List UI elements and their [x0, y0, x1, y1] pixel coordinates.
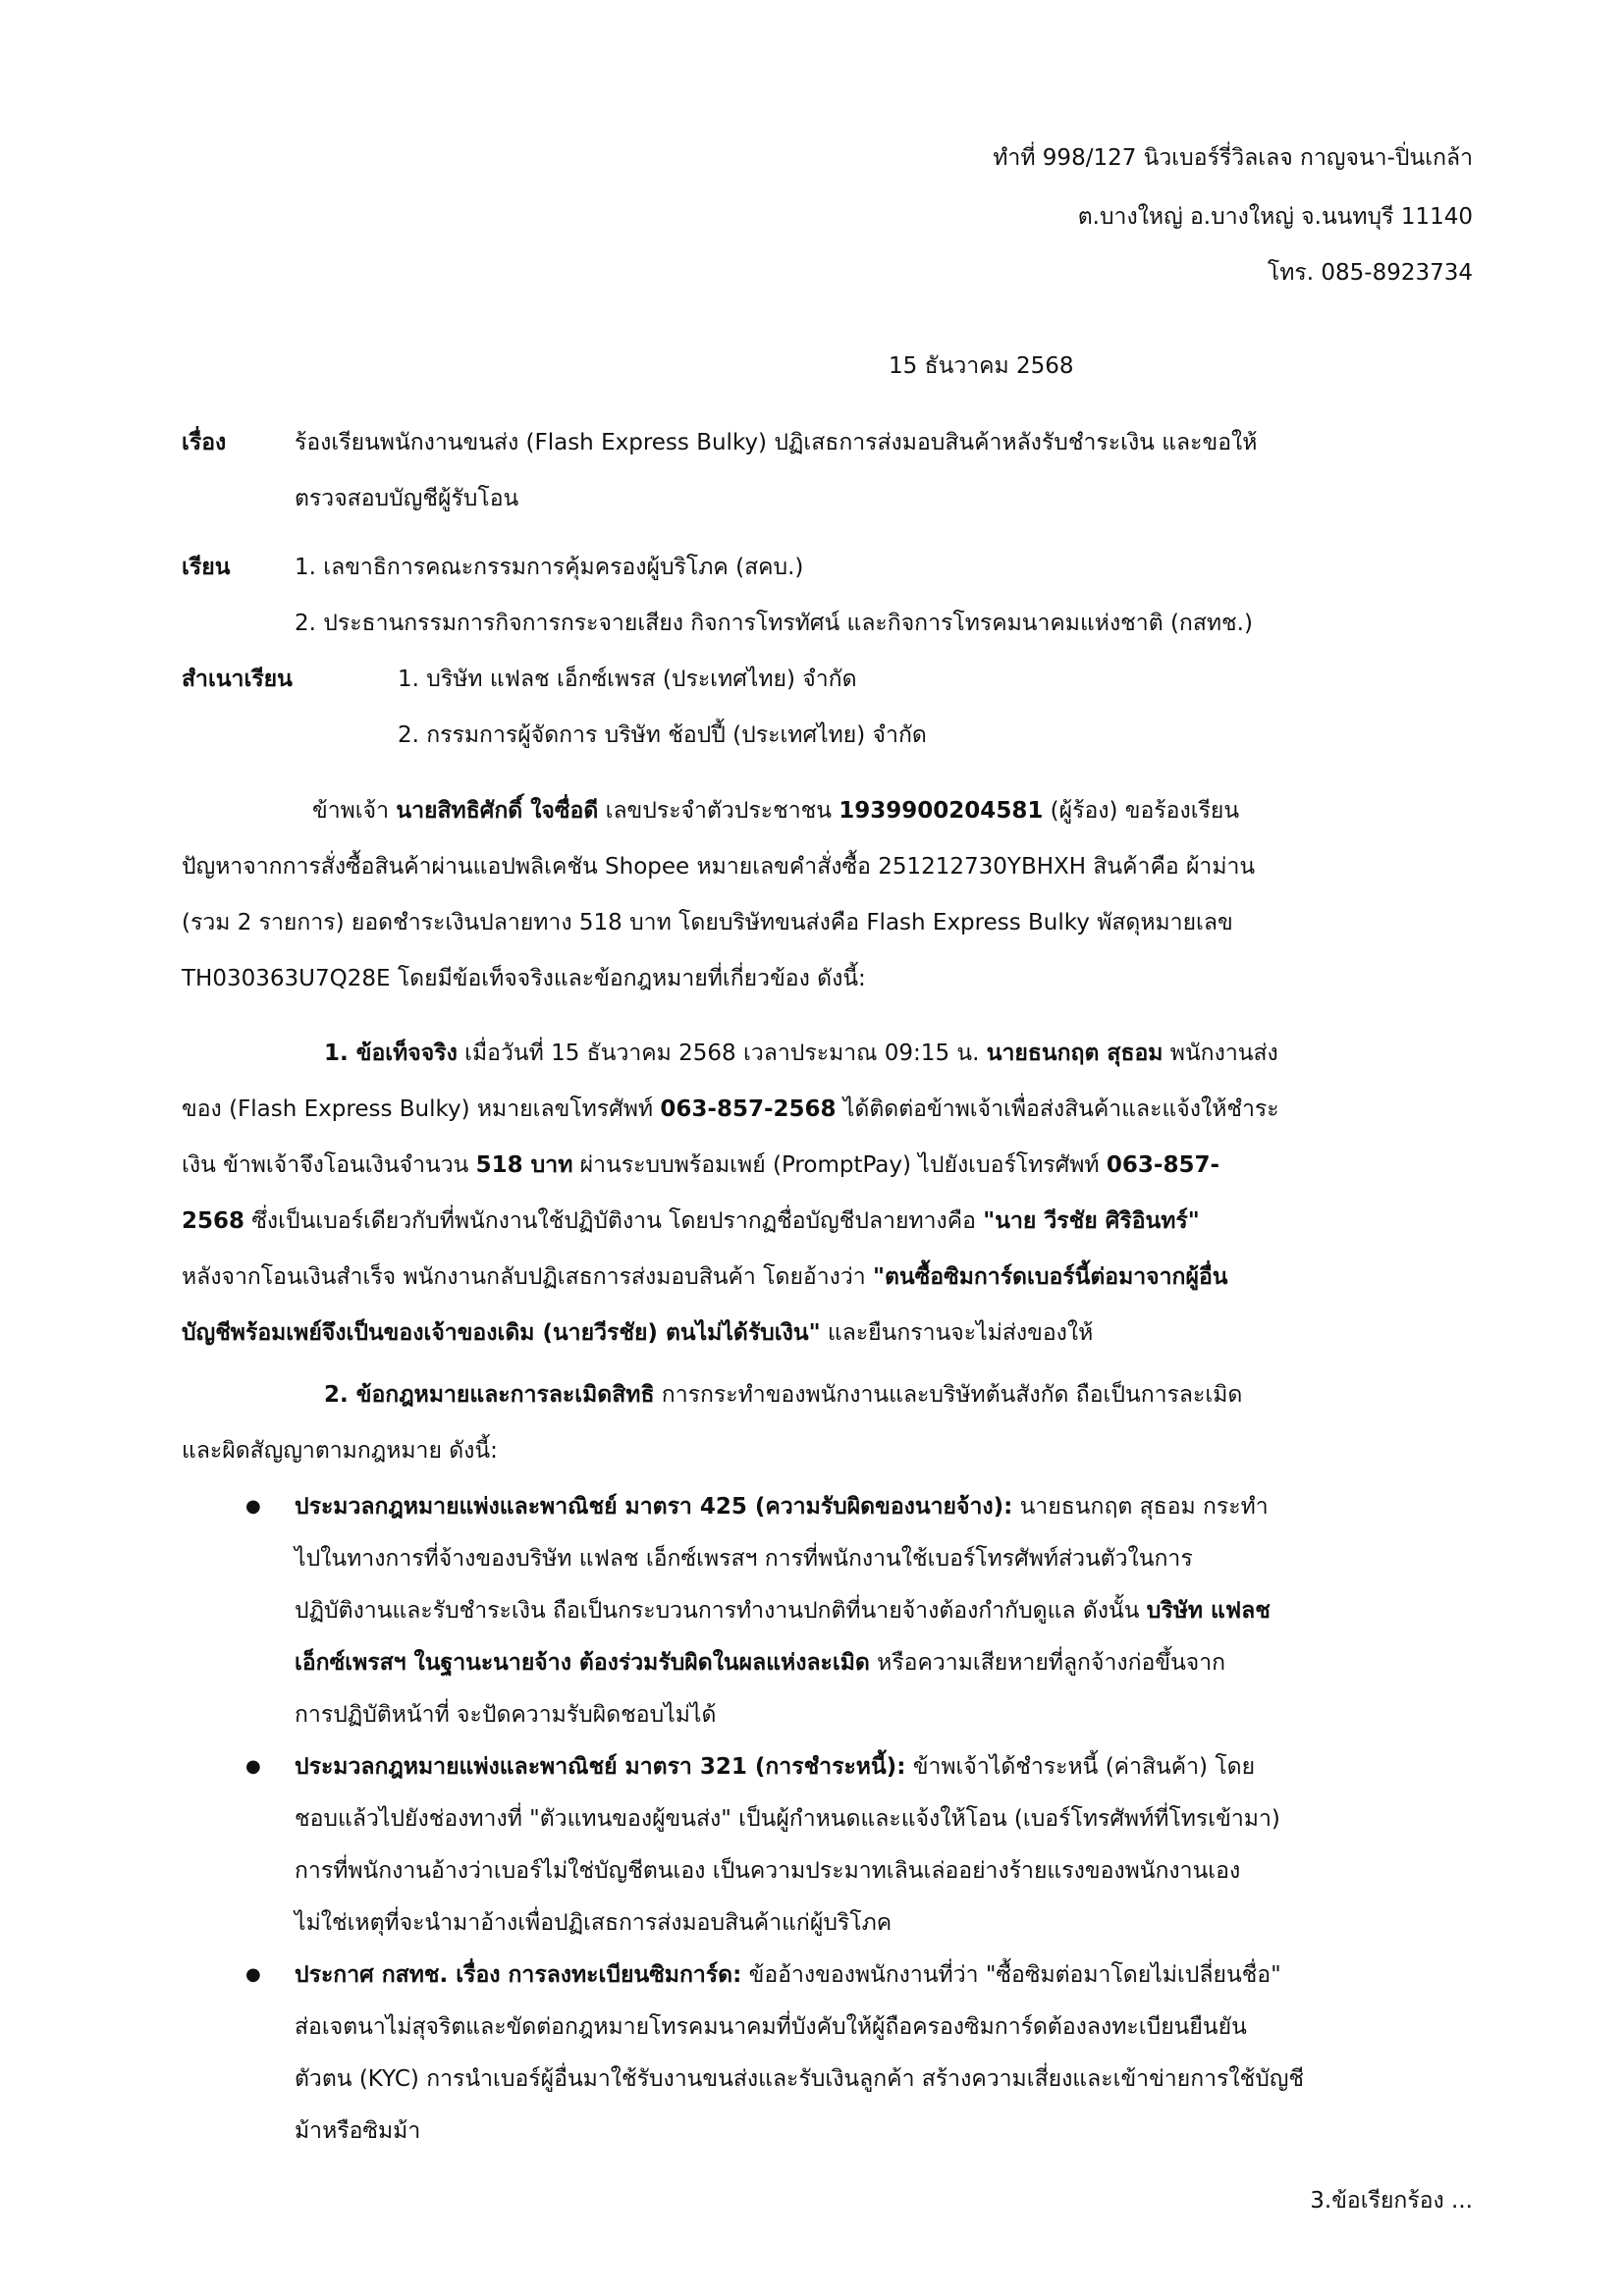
- courier-claim: "ตนซื้อซิมการ์ดเบอร์นี้ต่อมาจากผู้อื่น: [873, 1264, 1228, 1290]
- courier-name: นายธนกฤต สุธอม: [986, 1041, 1164, 1066]
- facts-text: ของ (Flash Express Bulky) หมายเลขโทรศัพท์: [182, 1096, 661, 1122]
- intro-text: เลขประจำตัวประชาชน: [598, 798, 839, 824]
- intro-line-1: [312, 791, 1239, 830]
- law-emphasis: เอ็กซ์เพรสฯ ในฐานะนายจ้าง ต้องร่วมรับผิดในผลแห่งละเมิด: [295, 1650, 870, 1676]
- law-text: ข้ออ้างของพนักงานที่ว่า "ซื้อซิมต่อมาโดยไม่เปลี่ยนชื่อ": [741, 1962, 1281, 1988]
- bullet-1-line-2: ไปในทางการที่จ้างของบริษัท แฟลช เอ็กซ์เพรสฯ การที่พนักงานใช้เบอร์โทรศัพท์ส่วนตัวในการ: [295, 1546, 1193, 1572]
- law-text: การกระทำของพนักงานและบริษัทต้นสังกัด ถือเป็นการละเมิด: [654, 1382, 1243, 1408]
- law-heading: 2. ข้อกฎหมายและการละเมิดสิทธิ: [324, 1382, 655, 1408]
- promptpay-phone: 063-857-: [1106, 1152, 1220, 1178]
- bullet-3-line-4: ม้าหรือซิมม้า: [295, 2118, 421, 2144]
- facts-line-5: [182, 1257, 1228, 1297]
- bullet-1-line-3: [295, 1591, 1271, 1630]
- sender-phone: โทร. 085-8923734: [1267, 260, 1473, 286]
- complainant-name: นายสิทธิศักดิ์ ใจซื่อดี: [396, 798, 599, 824]
- law-text: ปฏิบัติงานและรับชำระเงิน ถือเป็นกระบวนการทำงานปกติที่นายจ้างต้องกำกับดูแล ดังนั้น: [295, 1598, 1147, 1624]
- facts-line-4: [182, 1201, 1200, 1241]
- law-citation: ประกาศ กสทช. เรื่อง การลงทะเบียนซิมการ์ด:: [295, 1962, 742, 1988]
- cc-item: 1. บริษัท แฟลช เอ็กซ์เพรส (ประเทศไทย) จำกัด: [398, 667, 857, 692]
- facts-line-1: [324, 1034, 1278, 1073]
- bullet-1-line-1: [295, 1487, 1269, 1526]
- recipient-item: 1. เลขาธิการคณะกรรมการคุ้มครองผู้บริโภค (สคบ.): [295, 555, 804, 580]
- facts-text: หลังจากโอนเงินสำเร็จ พนักงานกลับปฏิเสธการส่งมอบสินค้า โดยอ้างว่า: [182, 1264, 874, 1290]
- courier-phone: 063-857-2568: [660, 1096, 837, 1122]
- law-citation: ประมวลกฎหมายแพ่งและพาณิชย์ มาตรา 425 (ความรับผิดของนายจ้าง):: [295, 1494, 1013, 1520]
- cc-label: สำเนาเรียน: [182, 667, 293, 692]
- intro-text: (ผู้ร้อง) ขอร้องเรียน: [1043, 798, 1240, 824]
- recipient-label: เรียน: [182, 555, 231, 580]
- law-line-1: [324, 1375, 1242, 1415]
- law-emphasis: บริษัท แฟลช: [1146, 1598, 1271, 1624]
- bullet-icon: ●: [245, 1964, 261, 1985]
- bullet-1-line-4: [295, 1643, 1225, 1682]
- subject-line-1: ร้องเรียนพนักงานขนส่ง (Flash Express Bulky) ปฏิเสธการส่งมอบสินค้าหลังรับชำระเงิน และขอให้: [295, 430, 1258, 455]
- cc-item: 2. กรรมการผู้จัดการ บริษัท ช้อปปี้ (ประเทศไทย) จำกัด: [398, 722, 927, 748]
- letter-date: 15 ธันวาคม 2568: [889, 353, 1074, 379]
- promptpay-phone-cont: 2568: [182, 1208, 245, 1234]
- facts-text: ซึ่งเป็นเบอร์เดียวกับที่พนักงานใช้ปฏิบัติงาน โดยปรากฏชื่อบัญชีปลายทางคือ: [244, 1208, 984, 1234]
- law-text: นายธนกฤต สุธอม กระทำ: [1012, 1494, 1269, 1520]
- sender-address-line-1: ทำที่ 998/127 นิวเบอร์รี่วิลเลจ กาญจนา-ปิ่นเกล้า: [993, 145, 1473, 171]
- bullet-icon: ●: [245, 1756, 261, 1777]
- law-text: หรือความเสียหายที่ลูกจ้างก่อขึ้นจาก: [869, 1650, 1226, 1676]
- facts-text: และยืนกรานจะไม่ส่งของให้: [820, 1320, 1094, 1346]
- bullet-3-line-3: ตัวตน (KYC) การนำเบอร์ผู้อื่นมาใช้รับงานขนส่งและรับเงินลูกค้า สร้างความเสี่ยงและเข้าข่ายการใช้บัญชี: [295, 2066, 1305, 2092]
- payment-amount: 518 บาท: [475, 1152, 573, 1178]
- bullet-3-line-1: [295, 1955, 1281, 1995]
- citizen-id: 1939900204581: [839, 798, 1044, 824]
- recipient-item: 2. ประธานกรรมการกิจการกระจายเสียง กิจการโทรทัศน์ และกิจการโทรคมนาคมแห่งชาติ (กสทช.): [295, 611, 1253, 636]
- intro-text: ข้าพเจ้า: [312, 798, 397, 824]
- facts-heading: 1. ข้อเท็จจริง: [324, 1041, 458, 1066]
- bullet-3-line-2: ส่อเจตนาไม่สุจริตและขัดต่อกฎหมายโทรคมนาคมที่บังคับให้ผู้ถือครองซิมการ์ดต้องลงทะเบียนยืนยัน: [295, 2014, 1247, 2040]
- facts-text: เงิน ข้าพเจ้าจึงโอนเงินจำนวน: [182, 1152, 476, 1178]
- bullet-1-line-5: การปฏิบัติหน้าที่ จะปัดความรับผิดชอบไม่ได้: [295, 1702, 717, 1728]
- facts-line-6: [182, 1313, 1093, 1353]
- bullet-2-line-3: การที่พนักงานอ้างว่าเบอร์ไม่ใช่บัญชีตนเอง เป็นความประมาทเลินเล่ออย่างร้ายแรงของพนักงานเอง: [295, 1858, 1241, 1884]
- law-citation: ประมวลกฎหมายแพ่งและพาณิชย์ มาตรา 321 (การชำระหนี้):: [295, 1754, 906, 1780]
- bullet-2-line-1: [295, 1747, 1255, 1787]
- sender-address-line-2: ต.บางใหญ่ อ.บางใหญ่ จ.นนทบุรี 11140: [1077, 204, 1473, 230]
- facts-text: พนักงานส่ง: [1163, 1041, 1278, 1066]
- facts-text: ได้ติดต่อข้าพเจ้าเพื่อส่งสินค้าและแจ้งให้ชำระ: [836, 1096, 1279, 1122]
- continuation-marker: 3.ข้อเรียกร้อง ...: [1310, 2188, 1473, 2214]
- facts-text: เมื่อวันที่ 15 ธันวาคม 2568 เวลาประมาณ 09:15 น.: [457, 1041, 987, 1066]
- intro-line-4: TH030363U7Q28E โดยมีข้อเท็จจริงและข้อกฎหมายที่เกี่ยวข้อง ดังนี้:: [182, 966, 866, 991]
- account-name: "นาย วีรชัย ศิริอินทร์": [983, 1208, 1200, 1234]
- subject-line-2: ตรวจสอบบัญชีผู้รับโอน: [295, 486, 519, 511]
- intro-line-3: (รวม 2 รายการ) ยอดชำระเงินปลายทาง 518 บาท โดยบริษัทขนส่งคือ Flash Express Bulky พัสดุหมายเลข: [182, 910, 1233, 935]
- law-text: ข้าพเจ้าได้ชำระหนี้ (ค่าสินค้า) โดย: [905, 1754, 1256, 1780]
- courier-claim-cont: บัญชีพร้อมเพย์จึงเป็นของเจ้าของเดิม (นายวีรชัย) ตนไม่ได้รับเงิน": [182, 1320, 821, 1346]
- bullet-2-line-4: ไม่ใช่เหตุที่จะนำมาอ้างเพื่อปฏิเสธการส่งมอบสินค้าแก่ผู้บริโภค: [295, 1910, 893, 1936]
- facts-line-3: [182, 1146, 1219, 1185]
- law-line-2: และผิดสัญญาตามกฎหมาย ดังนี้:: [182, 1438, 498, 1464]
- facts-line-2: [182, 1090, 1279, 1129]
- intro-line-2: ปัญหาจากการสั่งซื้อสินค้าผ่านแอปพลิเคชัน Shopee หมายเลขคำสั่งซื้อ 251212730YBHXH สินค้าคือ ผ้าม่าน: [182, 854, 1256, 880]
- bullet-icon: ●: [245, 1496, 261, 1517]
- bullet-2-line-2: ชอบแล้วไปยังช่องทางที่ "ตัวแทนของผู้ขนส่ง" เป็นผู้กำหนดและแจ้งให้โอน (เบอร์โทรศัพท์ที่โทรเข้ามา): [295, 1806, 1280, 1832]
- facts-text: ผ่านระบบพร้อมเพย์ (PromptPay) ไปยังเบอร์โทรศัพท์: [572, 1152, 1107, 1178]
- subject-label: เรื่อง: [182, 430, 227, 455]
